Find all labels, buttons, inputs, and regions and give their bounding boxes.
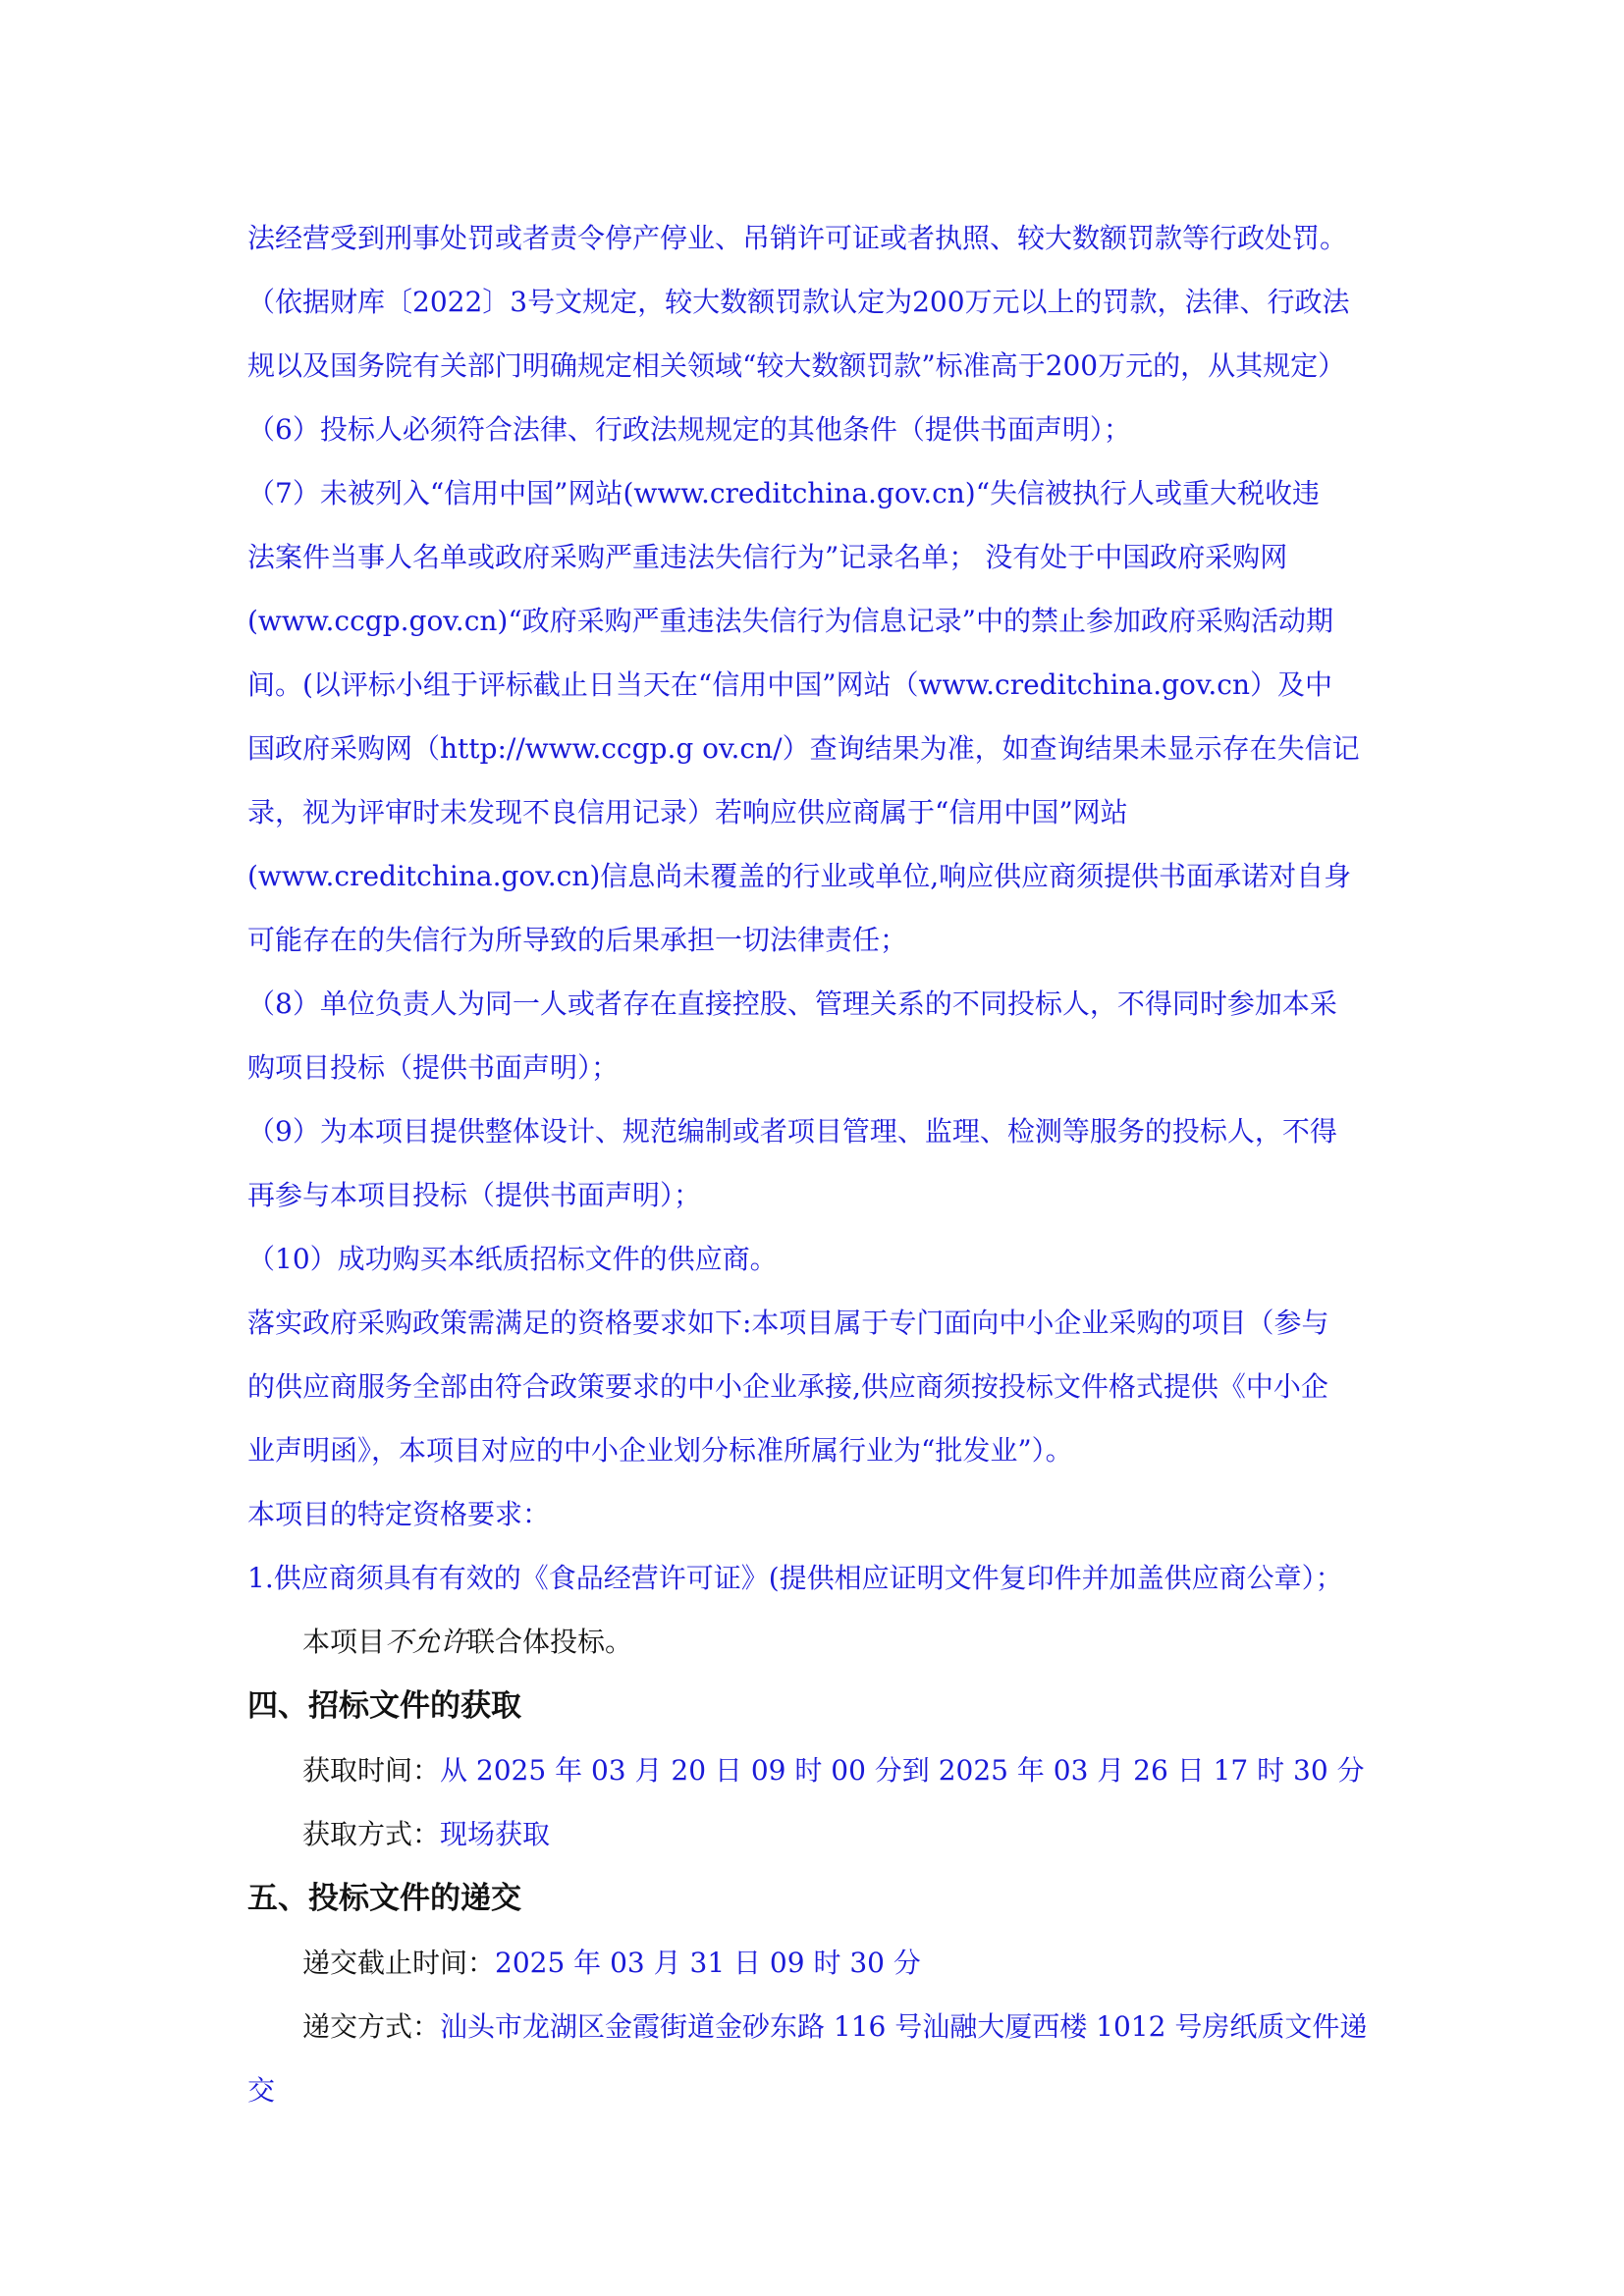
- submission-deadline-label: 递交截止时间：: [302, 1947, 496, 1979]
- text-line: 法经营受到刑事处罚或者责令停产停业、吊销许可证或者执照、较大数额罚款等行政处罚。: [247, 222, 1348, 254]
- acquisition-method: [247, 1802, 1386, 1866]
- text-line: （7）未被列入“信用中国”网站(www.creditchina.gov.cn)“失信被执行人或重大税收违: [247, 477, 1321, 509]
- text-line: (www.creditchina.gov.cn)信息尚未覆盖的行业或单位,响应供应商须提供书面承诺对自身: [247, 860, 1352, 892]
- text-line: 业声明函》，本项目对应的中小企业划分标准所属行业为“批发业”）。: [247, 1434, 1073, 1467]
- acquisition-time-label: 获取时间：: [302, 1754, 441, 1787]
- submission-deadline: [247, 1931, 1386, 1995]
- text-line: 规以及国务院有关部门明确规定相关领域“较大数额罚款”标准高于200万元的，从其规定）: [247, 349, 1346, 382]
- section-heading-5: 五、投标文件的递交: [247, 1881, 521, 1916]
- text-line: 的供应商服务全部由符合政策要求的中小企业承接,供应商须按投标文件格式提供《中小企: [247, 1370, 1328, 1403]
- acquisition-time-value: 从 2025 年 03 月 20 日 09 时 00 分到 2025 年 03 月 26 日 17 时 30 分: [440, 1754, 1365, 1787]
- submission-deadline-value: 2025 年 03 月 31 日 09 时 30 分: [495, 1947, 921, 1979]
- text-line: 1.供应商须具有有效的《食品经营许可证》(提供相应证明文件复印件并加盖供应商公章）；: [247, 1562, 1343, 1594]
- submission-method-label: 递交方式：: [302, 2010, 441, 2043]
- consortium-suffix: 联合体投标。: [467, 1626, 633, 1658]
- text-line: (www.ccgp.gov.cn)“政府采购严重违法失信行为信息记录”中的禁止参加政府采购活动期: [247, 605, 1333, 637]
- acquisition-time: [247, 1738, 1386, 1802]
- text-line: （10）成功购买本纸质招标文件的供应商。: [247, 1243, 778, 1275]
- section-heading-4: 四、招标文件的获取: [247, 1688, 521, 1724]
- consortium-prefix: 本项目: [302, 1626, 386, 1658]
- text-line: 本项目的特定资格要求：: [247, 1498, 551, 1530]
- consortium-emphasis: 不允许: [385, 1626, 468, 1658]
- submission-method: [247, 1995, 1386, 2058]
- consortium-statement: [247, 1610, 1386, 1674]
- text-line: （9）为本项目提供整体设计、规范编制或者项目管理、监理、检测等服务的投标人，不得: [247, 1115, 1337, 1148]
- text-line: 录，视为评审时未发现不良信用记录）若响应供应商属于“信用中国”网站: [247, 796, 1128, 828]
- submission-method-continued: 交: [247, 2074, 276, 2107]
- text-line: 间。(以评标小组于评标截止日当天在“信用中国”网站（www.creditchina.gov.cn）及中: [247, 668, 1332, 701]
- text-line: 落实政府采购政策需满足的资格要求如下:本项目属于专门面向中小企业采购的项目（参与: [247, 1307, 1329, 1339]
- text-line: 法案件当事人名单或政府采购严重违法失信行为”记录名单； 没有处于中国政府采购网: [247, 541, 1288, 573]
- text-line: （6）投标人必须符合法律、行政法规规定的其他条件（提供书面声明）；: [247, 413, 1131, 446]
- acquisition-method-label: 获取方式：: [302, 1818, 441, 1850]
- acquisition-method-value: 现场获取: [440, 1818, 551, 1850]
- text-line: 可能存在的失信行为所导致的后果承担一切法律责任；: [247, 924, 908, 956]
- document-page: [247, 206, 1386, 2122]
- text-line: （8）单位负责人为同一人或者存在直接控股、管理关系的不同投标人，不得同时参加本采: [247, 988, 1337, 1020]
- submission-method-value: 汕头市龙湖区金霞街道金砂东路 116 号汕融大厦西楼 1012 号房纸质文件递: [440, 2010, 1368, 2043]
- text-line: 购项目投标（提供书面声明）；: [247, 1051, 620, 1084]
- text-line: 再参与本项目投标（提供书面声明）；: [247, 1179, 702, 1211]
- text-line: （依据财库〔2022〕3号文规定，较大数额罚款认定为200万元以上的罚款，法律、行政法: [247, 286, 1350, 318]
- text-line: 国政府采购网（http://www.ccgp.g ov.cn/）查询结果为准，如查询结果未显示存在失信记: [247, 732, 1360, 765]
